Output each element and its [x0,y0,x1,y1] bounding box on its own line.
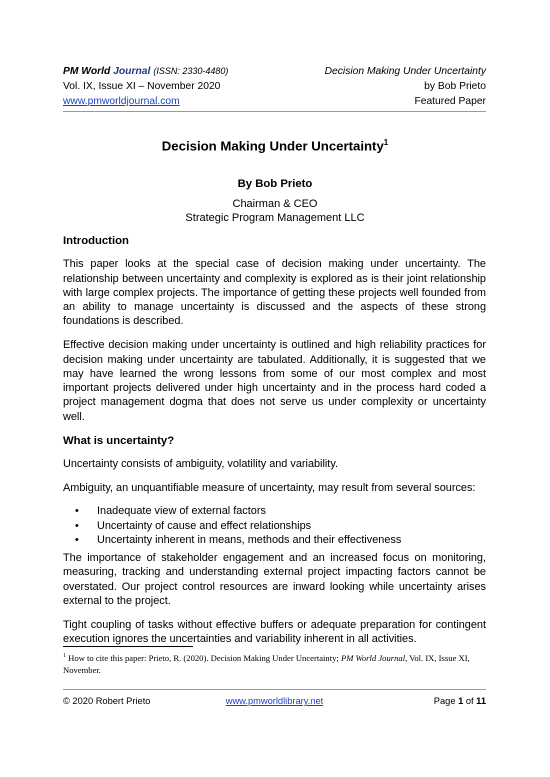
footnote-text: How to cite this paper: Prieto, R. (2020). Decision Making Under Uncertainty; [66,652,341,663]
volume-issue: Vol. IX, Issue XI – November 2020 [63,81,221,92]
journal-word: Journal [113,66,151,77]
list-item: • Uncertainty of cause and effect relationships [63,519,486,534]
journal-website-link[interactable]: www.pmworldjournal.com [63,96,180,107]
paragraph: Effective decision making under uncertainty is outlined and high reliability practices for decision making under uncertainty are tabulated. Additionally, it is suggested that we may have learned the wrong lessons from some of our most complex and most important projects delivered under high uncertainty and in the process hard coded a project management dogma that does not serve us under complexity or uncertainty well. [63,339,486,423]
page-of: of [463,696,477,706]
section-heading-introduction: Introduction [63,235,129,247]
page-number: 1 [458,696,464,706]
paper-type: Featured Paper [414,96,486,107]
footer-website-link[interactable]: www.pmworldlibrary.net [225,696,324,706]
footnote-text-end: , Vol. IX, Issue XI, November. [63,652,470,676]
paragraph: Ambiguity, an unquantifiable measure of uncertainty, may result from several sources: [63,481,476,494]
paper-title-text: Decision Making Under Uncertainty [161,138,384,154]
footer-copyright: © 2020 Robert Prieto [63,696,151,706]
page-footer [63,696,486,706]
title-footnote-mark[interactable]: 1 [383,138,389,147]
header-paper-title: Decision Making Under Uncertainty [324,66,486,77]
paper-title [0,138,550,153]
journal-issn: (ISSN: 2330-4480) [153,66,229,76]
author-name: By Bob Prieto [237,178,313,190]
paragraph: The importance of stakeholder engagement and an increased focus on monitoring, measuring, tracking and understanding external project impacting factors cannot be overstated. Our project control resources are inward looking while uncertainty arises external to the project. [63,551,486,607]
page-prefix: Page [433,696,459,706]
footer-divider [63,689,486,690]
bullet-list [63,504,486,548]
section-heading-uncertainty: What is uncertainty? [63,434,175,447]
list-item: • Inadequate view of external factors [63,504,486,519]
journal-name [63,64,228,79]
author-organization: Strategic Program Management LLC [185,212,365,224]
header-divider [63,111,486,112]
paragraph: Uncertainty consists of ambiguity, volatility and variability. [63,457,338,470]
journal-prefix: PM World [63,66,114,77]
paragraph: This paper looks at the special case of decision making under uncertainty. The relationship between uncertainty and complexity is explored as is their joint relationship with large complex projects. The importance of getting these projects well founded from an ability to manage uncertainty is discussed and the aspects of these strong foundations is described. [63,258,486,328]
header-byline: by Bob Prieto [424,81,486,92]
footnote-journal: PM World Journal [340,652,406,663]
list-item: • Uncertainty inherent in means, methods and their effectiveness [63,533,486,548]
author-affiliation [0,197,550,225]
paragraph: Tight coupling of tasks without effective buffers or adequate preparation for contingent execution ignores the uncertainties and variability inherent in all activities. [63,618,486,645]
paper-body [63,234,486,656]
page-indicator [434,696,486,706]
footnote-mark: 1 [63,653,66,659]
author-position: Chairman & CEO [232,198,318,210]
footnote [63,650,486,677]
footnote-rule [63,646,193,647]
page-total: 11 [476,696,486,706]
page-header [63,64,486,109]
